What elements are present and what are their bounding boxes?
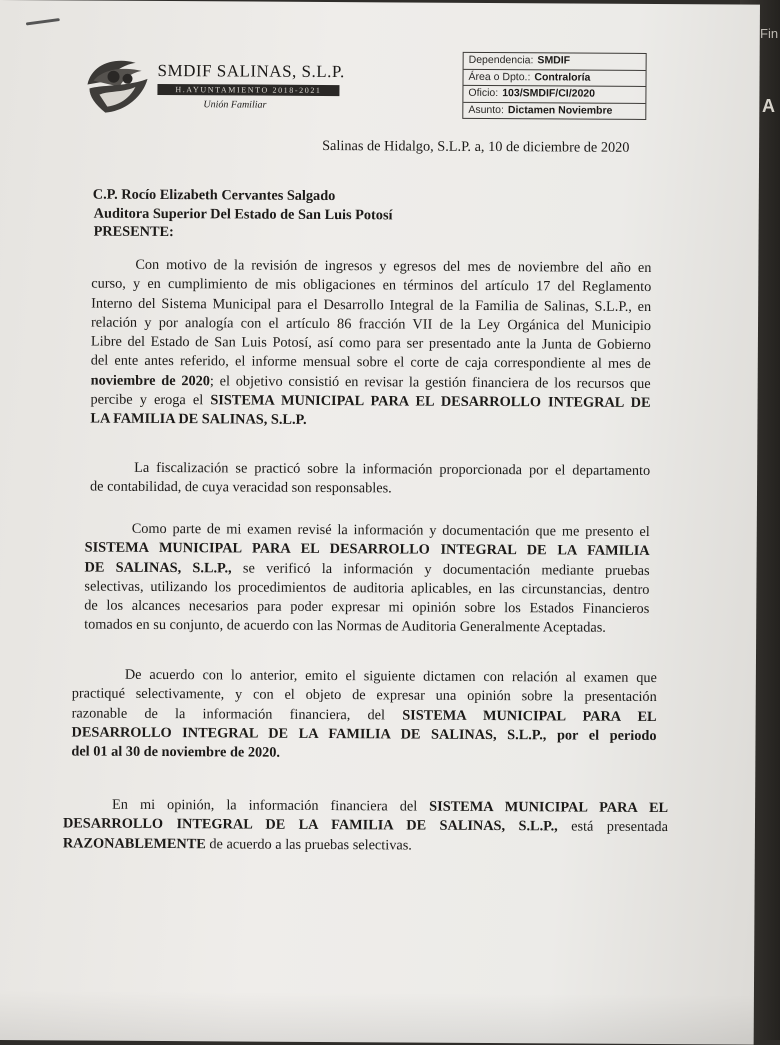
paragraph-4: De acuerdo con lo anterior, emito el siguiente dictamen con relación al examen que practiqué selectivamente, y con el objeto de expresar una opinión sobre la presentación razonable de la información financiera, del SISTEMA MUNICIPAL PARA EL DESARROLLO INTEGRAL DE LA FAMILIA DE SALINAS, S.L.P., por el periodo del 01 al 30 de noviembre de 2020.	[71, 666, 657, 761]
pen-mark	[26, 18, 60, 25]
paragraph-3: Como parte de mi examen revisé la información y documentación que me presento el SISTEMA MUNICIPAL PARA EL DESARROLLO INTEGRAL DE LA FAMILIA DE SALINAS, S.L.P., se verificó la información y documentación mediante pruebas selectivas, utilizando los procedimientos de auditoria aplicables, en las circunstancias, dentro de los alcances necesarios para poder expresar mi opinión sobre los Estados Financieros tomados en su conjunto, de acuerdo con las Normas de Auditoria Generalmente Aceptadas.	[84, 520, 650, 637]
smdif-logo-icon	[83, 55, 151, 117]
salutation: PRESENTE:	[93, 223, 174, 241]
org-name: SMDIF SALINAS, S.L.P.	[157, 60, 345, 82]
org-motto: Unión Familiar	[203, 99, 267, 111]
reference-row-dependencia: Dependencia: SMDIF	[464, 53, 646, 71]
date-line: Salinas de Hidalgo, S.L.P. a, 10 de diciembre de 2020	[322, 137, 630, 156]
ayuntamiento-banner: H.AYUNTAMIENTO 2018-2021	[157, 84, 339, 96]
reference-box	[462, 52, 646, 120]
reference-row-area: Área o Dpto.: Contraloría	[463, 69, 645, 87]
recipient-title: Auditora Superior Del Estado de San Luis Potosí	[93, 205, 393, 223]
paragraph-1: Con motivo de la revisión de ingresos y egresos del mes de noviembre del año en curso, y en cumplimiento de mis obligaciones en términos del artículo 17 del Reglamento Interno del Sistema Municipal para el Desarrollo Integral de la Familia de Salinas, S.L.P., en relación y por analogía con el artículo 86 fracción VII de la Ley Orgánica del Municipio Libre del Estado de San Luis Potosí, así como para ser presentado ante la Junta de Gobierno del ente antes referido, el informe mensual sobre el corte de caja correspondiente al mes de noviembre de 2020; el objetivo consistió en revisar la gestión financiera de los recursos que percibe y eroga el SISTEMA MUNICIPAL PARA EL DESARROLLO INTEGRAL DE LA FAMILIA DE SALINAS, S.L.P.	[90, 256, 652, 429]
recipient-name: C.P. Rocío Elizabeth Cervantes Salgado	[92, 186, 336, 205]
background-text: Fin	[760, 26, 779, 41]
background-text-large: A	[762, 96, 775, 116]
reference-row-oficio: Oficio: 103/SMDIF/CI/2020	[463, 86, 645, 104]
paragraph-5: En mi opinión, la información financiera del SISTEMA MUNICIPAL PARA EL DESARROLLO INTEGRAL DE LA FAMILIA DE SALINAS, S.L.P., está presentada RAZONABLEMENTE de acuerdo a las pruebas selectivas.	[62, 796, 669, 854]
page-shadow	[0, 990, 754, 1045]
recipient-block	[94, 186, 393, 243]
paragraph-2: La fiscalización se practicó sobre la información proporcionada por el departamento de contabilidad, de cuya veracidad son responsables.	[89, 459, 651, 497]
reference-row-asunto: Asunto: Dictamen Noviembre	[468, 103, 613, 117]
